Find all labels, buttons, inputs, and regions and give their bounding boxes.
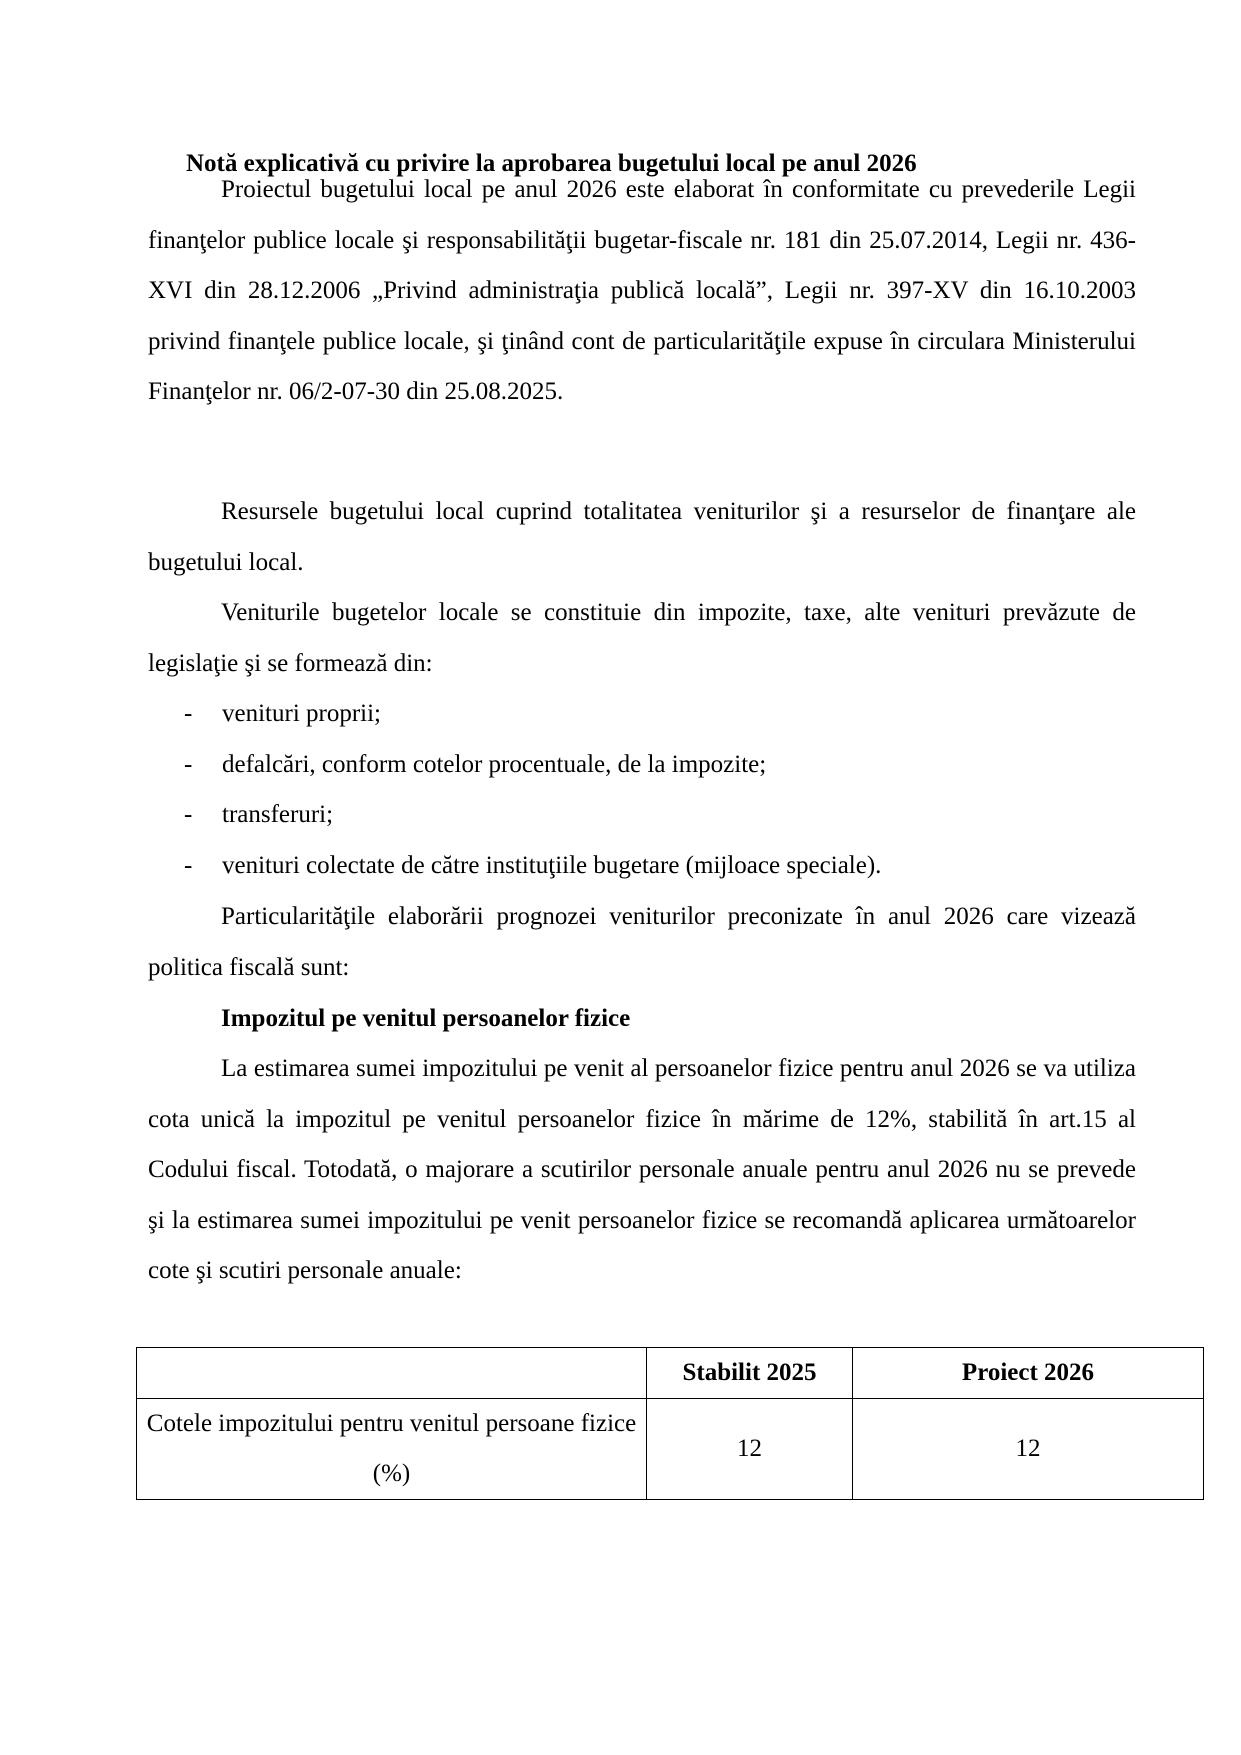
list-item [148, 740, 1136, 791]
list-item-text: defalcări, conform cotelor procentuale, de la impozite; [222, 750, 767, 778]
bullet-marker: - [184, 801, 193, 828]
revenue-sources-list [148, 689, 1136, 891]
list-item [148, 689, 1136, 740]
table-cell-stabilit-2025: 12 [647, 1399, 853, 1500]
list-item-text: venituri colectate de către instituţiile bugetare (mijloace speciale). [222, 851, 882, 879]
bullet-marker: - [184, 750, 193, 778]
table-header-proiect-2026: Proiect 2026 [853, 1348, 1204, 1399]
document-title: Notă explicativă cu privire la aprobarea bugetului local pe anul 2026 [186, 150, 917, 177]
tax-rates-table [136, 1347, 1204, 1500]
bullet-marker: - [184, 851, 193, 879]
paragraph-budget-resources: Resursele bugetului local cuprind totalitatea veniturilor şi a resurselor de finanţare ale bugetului local. [148, 498, 1136, 576]
table-row [137, 1399, 1204, 1500]
table-header-empty [137, 1348, 647, 1399]
table-header-row [137, 1348, 1204, 1399]
list-item [148, 841, 1136, 892]
list-item-text: transferuri; [222, 801, 334, 828]
paragraph-legal-basis: Proiectul bugetului local pe anul 2026 este elaborat în conformitate cu prevederile Legii finanţelor publice locale şi responsabilităţii bugetar-fiscale nr. 181 din 25.07.2014, Legii nr. 436-XVI din 28.12.2006 „Privind administraţia publică locală”, Legii nr. 397-XV din 16.10.2003 privind finanţele publice locale, şi ţinând cont de particularităţile expuse în circulara Ministerului Finanţelor nr. 06/2-07-30 din 25.08.2025. [148, 176, 1136, 405]
paragraph-income-tax: La estimarea sumei impozitului pe venit al persoanelor fizice pentru anul 2026 se va utiliza cota unică la impozitul pe venitul persoanelor fizice în mărime de 12%, stabilită în art.15 al Codului fiscal. Totodată, o majorare a scutirilor personale anuale pentru anul 2026 nu se prevede şi la estimarea sumei impozitului pe venit persoanelor fizice se recomandă aplicarea următoarelor cote şi scutiri personale anuale: [148, 1055, 1136, 1284]
row-label-text: Cotele impozitului pentru venitul persoane fizice (%) [146, 1410, 637, 1487]
table-cell-proiect-2026: 12 [853, 1399, 1204, 1500]
bullet-marker: - [184, 700, 193, 727]
section-heading-income-tax: Impozitul pe venitul persoanelor fizice [221, 1005, 631, 1032]
table-cell-label [137, 1399, 647, 1500]
paragraph-fiscal-policy: Particularităţile elaborării prognozei veniturilor preconizate în anul 2026 care vizează politica fiscală sunt: [148, 903, 1136, 981]
list-item-text: venituri proprii; [222, 700, 381, 727]
paragraph-local-revenues: Veniturile bugetelor locale se constituie din impozite, taxe, alte venituri prevăzute de legislaţie şi se formează din: [148, 599, 1136, 677]
table-header-stabilit-2025: Stabilit 2025 [647, 1348, 853, 1399]
list-item [148, 790, 1136, 841]
